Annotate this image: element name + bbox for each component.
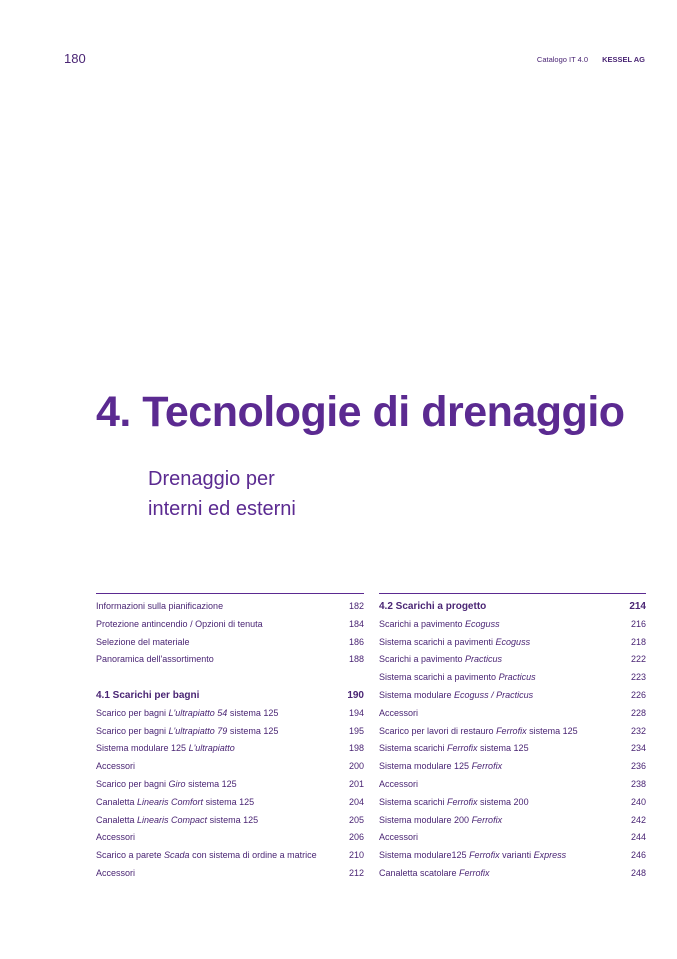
product-name: Ferrofix: [447, 743, 478, 754]
toc-entry[interactable]: [96, 776, 364, 794]
toc-entry-label: [379, 651, 502, 669]
toc-entry-text: varianti: [499, 850, 534, 861]
toc-page-number: 240: [630, 796, 646, 807]
toc-entry[interactable]: [379, 794, 646, 812]
toc-entry-text: Sistema modulare: [379, 689, 455, 700]
toc-entry[interactable]: [379, 776, 646, 794]
toc-entry-label: [96, 812, 258, 830]
toc-entry[interactable]: [379, 847, 646, 865]
toc-entry[interactable]: [379, 634, 646, 652]
toc-page-number: 232: [630, 725, 646, 736]
toc-entry-text: Sistema modulare 125: [96, 743, 189, 754]
toc-page-number: 218: [630, 636, 646, 647]
toc-entry[interactable]: [96, 651, 364, 669]
toc-entry-text: Sistema modulare 125: [379, 761, 472, 772]
toc-section-heading[interactable]: [379, 598, 646, 616]
toc-entry[interactable]: [96, 616, 364, 634]
toc-entry-label: [379, 616, 500, 634]
page-number: 180: [64, 51, 86, 66]
toc-entry[interactable]: [96, 598, 364, 616]
toc-entry-text: sistema 125: [477, 743, 529, 754]
toc-entry-label: 4.2 Scarichi a progetto: [379, 601, 487, 612]
toc-entry[interactable]: [96, 812, 364, 830]
toc-page-number: 206: [348, 832, 364, 843]
toc-entry[interactable]: [96, 865, 364, 883]
toc-entry-label: 4.1 Scarichi per bagni: [96, 689, 200, 701]
toc-entry-label: Accessori: [379, 778, 419, 789]
product-name: L'ultrapiatto 54: [168, 707, 228, 718]
product-name: L'ultrapiatto 79: [168, 725, 228, 736]
toc-entry[interactable]: [96, 847, 364, 865]
toc-page-number: 198: [348, 743, 364, 754]
toc-entry[interactable]: [379, 740, 646, 758]
toc-entry[interactable]: [379, 705, 646, 723]
product-name: L'ultrapiatto: [188, 743, 235, 754]
toc-page-number: 236: [630, 761, 646, 772]
toc-page-number: 242: [630, 814, 646, 825]
product-name: Linearis Compact: [137, 814, 208, 825]
toc-entry-label: [379, 740, 529, 758]
toc-entry-label: [379, 758, 502, 776]
toc-entry-text: sistema 125: [227, 707, 279, 718]
toc-entry[interactable]: [96, 723, 364, 741]
toc-entry[interactable]: [379, 616, 646, 634]
product-name: Ecoguss: [465, 618, 500, 629]
toc-page-number: 204: [348, 796, 364, 807]
toc-entry-text: Canaletta: [96, 814, 138, 825]
toc-entry-label: [379, 794, 529, 812]
subtitle-line: Drenaggio per: [148, 468, 275, 490]
toc-entry-label: Accessori: [379, 707, 419, 718]
running-header: [537, 55, 645, 64]
toc-entry-label: [379, 847, 566, 865]
toc-entry[interactable]: [96, 634, 364, 652]
product-name: Ferrofix: [496, 725, 527, 736]
toc-entry[interactable]: [379, 829, 646, 847]
product-name: Ecoguss / Practicus: [454, 689, 534, 700]
subtitle-line: interni ed esterni: [148, 498, 296, 520]
toc-entry-label: Informazioni sulla pianificazione: [96, 601, 224, 611]
product-name: Ecoguss: [495, 636, 531, 647]
toc-entry-text: sistema 125: [185, 778, 237, 789]
toc-entry-label: [96, 776, 237, 794]
toc-page-number: 188: [348, 654, 364, 665]
toc-page-number: 216: [630, 618, 646, 629]
toc-entry-text: Sistema scarichi: [379, 743, 448, 754]
toc-entry-text: Canaletta: [96, 796, 138, 807]
toc-entry-text: Sistema scarichi a pavimenti: [379, 636, 496, 647]
toc-left-column: [96, 593, 364, 883]
toc-entry[interactable]: [379, 758, 646, 776]
toc-page-number: 222: [630, 654, 646, 665]
toc-entry-label: Accessori: [96, 832, 136, 843]
toc-entry-text: con sistema di ordine a matrice: [189, 850, 317, 861]
toc-entry-label: Accessori: [379, 832, 419, 843]
toc-entry-text: sistema 125: [203, 796, 255, 807]
chapter-title: 4. Tecnologie di drenaggio: [96, 388, 625, 436]
toc-entry-label: [96, 740, 235, 758]
toc-page-number: 205: [348, 814, 364, 825]
toc-page-number: 223: [630, 672, 646, 683]
product-name: Ferrofix: [471, 814, 503, 825]
toc-entry[interactable]: [96, 705, 364, 723]
toc-entry[interactable]: [96, 794, 364, 812]
toc-entry-label: [96, 723, 278, 741]
toc-entry-text: Sistema modulare 200: [379, 814, 472, 825]
toc-page-number: 212: [348, 867, 364, 878]
toc-entry-text: Scarico per bagni: [96, 725, 169, 736]
chapter-subtitle: [148, 464, 296, 524]
toc-entry-text: Sistema modulare125: [379, 850, 470, 861]
toc-entry[interactable]: [379, 812, 646, 830]
toc-entry-label: [96, 705, 278, 723]
toc-entry[interactable]: [379, 687, 646, 705]
toc-entry[interactable]: [96, 740, 364, 758]
toc-entry-label: [379, 865, 490, 883]
toc-entry-label: [96, 794, 254, 812]
toc-entry[interactable]: [379, 723, 646, 741]
toc-entry-text: sistema 125: [526, 725, 578, 736]
toc-page-number: 238: [630, 778, 646, 789]
toc-entry[interactable]: [96, 829, 364, 847]
product-name: Linearis Comfort: [137, 796, 204, 807]
product-name: Ferrofix: [469, 850, 500, 861]
toc-entry-label: [96, 847, 317, 865]
toc-page-number: 210: [348, 850, 364, 861]
product-name: Practicus: [498, 672, 536, 683]
toc-entry[interactable]: [379, 669, 646, 687]
toc-entry-label: [379, 634, 530, 652]
toc-entry-text: Sistema scarichi a pavimento: [379, 672, 499, 683]
toc-section-heading[interactable]: [96, 687, 364, 705]
catalog-label: Catalogo IT 4.0: [536, 55, 589, 64]
product-name: Ferrofix: [447, 796, 478, 807]
toc-page-number: 248: [630, 867, 646, 878]
product-name: Giro: [168, 778, 186, 789]
toc-entry-text: Scarico per bagni: [96, 707, 169, 718]
toc-right-column: [379, 593, 646, 883]
toc-entry-text: Scarico a parete: [96, 850, 165, 861]
toc-entry-label: [379, 812, 502, 830]
product-name: Ferrofix: [471, 761, 503, 772]
toc-entry-label: [379, 669, 536, 687]
toc-entry-label: Accessori: [96, 867, 136, 878]
toc-page-number: 200: [348, 761, 364, 772]
toc-page-number: 190: [347, 689, 364, 701]
toc-page-number: 244: [630, 832, 646, 843]
toc-entry-text: sistema 125: [227, 725, 279, 736]
toc-entry-label: [379, 687, 533, 705]
toc-entry[interactable]: [379, 651, 646, 669]
toc-page-number: 194: [348, 707, 364, 718]
product-name: Ferrofix: [459, 867, 490, 878]
toc-page-number: 226: [630, 689, 646, 700]
toc-entry-text: Scarichi a pavimento: [379, 618, 466, 629]
toc-entry-text: sistema 200: [477, 796, 529, 807]
toc-entry-text: sistema 125: [207, 814, 259, 825]
toc-entry-text: Scarico per lavori di restauro: [379, 725, 497, 736]
toc-page-number: 228: [630, 707, 646, 718]
toc-entry-label: Panoramica dell'assortimento: [96, 654, 214, 665]
toc-page-number: 182: [348, 601, 364, 611]
toc-page-number: 234: [630, 743, 646, 754]
toc-entry-label: Accessori: [96, 761, 136, 772]
toc-entry-text: Scarichi a pavimento: [379, 654, 466, 665]
toc-entry[interactable]: [96, 758, 364, 776]
product-name: Practicus: [465, 654, 503, 665]
toc-entry-label: Selezione del materiale: [96, 636, 190, 647]
toc-entry-text: Scarico per bagni: [96, 778, 169, 789]
toc-entry-text: Canaletta scatolare: [379, 867, 460, 878]
company-name: KESSEL AG: [602, 55, 645, 64]
toc-page-number: 214: [629, 601, 646, 612]
toc-entry-text: Sistema scarichi: [379, 796, 448, 807]
product-name: Scada: [164, 850, 190, 861]
toc-page-number: 186: [348, 636, 364, 647]
toc-entry[interactable]: [379, 865, 646, 883]
product-name: Express: [533, 850, 567, 861]
toc-page-number: 201: [348, 778, 364, 789]
toc-entry-label: Protezione antincendio / Opzioni di tenuta: [96, 618, 263, 629]
toc-page-number: 184: [348, 618, 364, 629]
toc-page-number: 195: [348, 725, 364, 736]
toc-entry-label: [379, 723, 578, 741]
toc-page-number: 246: [630, 850, 646, 861]
